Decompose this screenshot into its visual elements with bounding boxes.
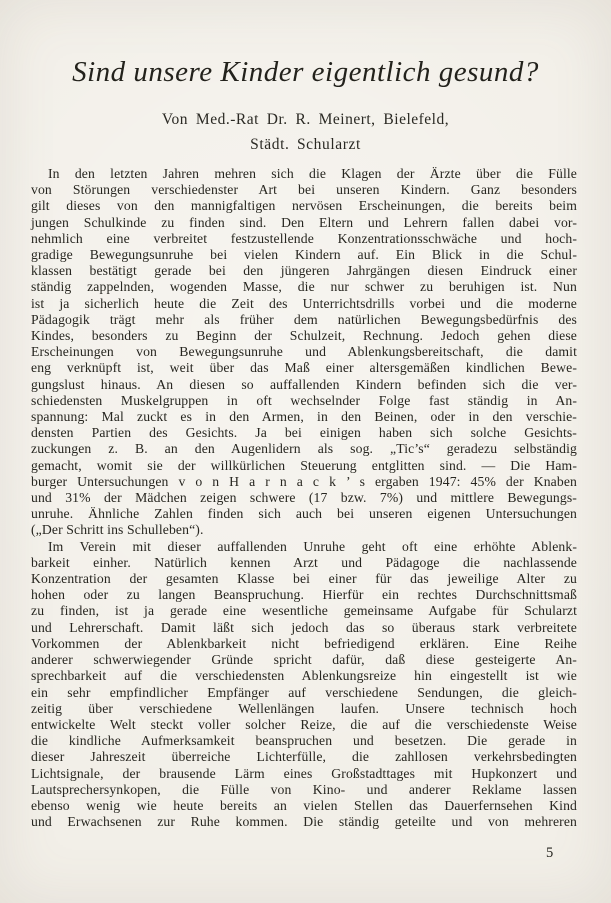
text-line: jungen Schulkinde zu finden sind. Den Eltern und Lehrern fallen dabei vor-	[31, 214, 577, 230]
text-line: spannung: Mal zuckt es in den Armen, in den Beinen, oder in den verschie-	[31, 409, 577, 425]
text-line: Pädagogik trägt mehr als früher dem natürlichen Bewegungsbedürfnis des	[31, 311, 577, 327]
text-line: hohen oder zu langen Beanspruchung. Hierfür ein rechtes Durchschnittsmaß	[31, 587, 577, 603]
text-line: Im Verein mit dieser auffallenden Unruhe geht oft eine erhöhte Ablenk-	[48, 538, 577, 554]
text-line: entwickelte Welt steckt voller solcher Reize, die auf die verschiedenste Weise	[31, 716, 577, 732]
text-line: gilt dieses von den mannigfaltigen nervösen Erscheinungen, die bereits beim	[31, 198, 577, 214]
text-line: Lichtsignale, der brausende Lärm eines Großstadttages mit Hupkonzert und	[31, 765, 577, 781]
text-line: und 31% der Mädchen zeigen schwere (17 bzw. 7%) und mittlere Bewegungs-	[31, 490, 577, 506]
text-line: Konzentration der gesamten Klasse bei einer für das jeweilige Alter zu	[31, 571, 577, 587]
text-line: von Störungen verschiedenster Art bei unseren Kindern. Ganz besonders	[31, 182, 577, 198]
paragraph	[31, 539, 577, 831]
article-title: Sind unsere Kinder eigentlich gesund?	[72, 56, 539, 88]
text-line: („Der Schritt ins Schulleben“).	[31, 522, 204, 538]
text-line: densten Partien des Gesichts. Ja bei einigen haben sich solche Gesichts-	[31, 425, 577, 441]
text-line: und Erwachsenen zur Ruhe kommen. Die ständig geteilte und von mehreren	[31, 814, 577, 830]
text-line: zeitig über verschiedene Wellenlängen laufen. Unsere technisch hoch	[31, 700, 577, 716]
text-line: dieser Jahreszeit überreiche Lichterfülle, die zahllosen verkehrsbedingten	[31, 749, 577, 765]
text-line: In den letzten Jahren mehren sich die Klagen der Ärzte über die Fülle	[48, 166, 577, 181]
text-line: unruhe. Ähnliche Zahlen finden sich auch bei unseren eigenen Untersuchungen	[31, 506, 577, 522]
text-line: ist ja sicherlich heute die Zeit des Unterrichtsdrills vorbei und die moderne	[31, 295, 577, 311]
text-line: ein sehr empfindlicher Empfänger auf verschiedene Sendungen, die gleich-	[31, 684, 577, 700]
text-line: Kindes, besonders zu Beginn der Schulzeit, Rechnung. Jedoch gehen diese	[31, 328, 577, 344]
text-line: nehmlich eine verbreitet festzustellende Konzentrationsschwäche und hoch-	[31, 230, 577, 246]
text-line: schiedensten Muskelgruppen in oft wechselnder Folge fast ständig in An-	[31, 392, 577, 408]
text-line: die kindliche Aufmerksamkeit beanspruchen und besetzen. Die gerade in	[31, 733, 577, 749]
text-line: gungslust hinaus. An diesen so auffallenden Kindern befinden sich die ver-	[31, 376, 577, 392]
text-line: burger Untersuchungen v o n H a r n a c k ’ s ergaben 1947: 45% der Knaben	[31, 473, 577, 489]
text-line: klassen bestätigt gerade bei den jüngeren Jahrgängen diesen Eindruck einer	[31, 263, 577, 279]
text-line: Lautsprechersynkopen, die Fülle von Kino- und anderer Reklame lassen	[31, 781, 577, 797]
text-line: und Lehrerschaft. Damit läßt sich jedoch das so überaus stark verbreitete	[31, 619, 577, 635]
page-number: 5	[546, 845, 554, 861]
text-line: eng verknüpft ist, weit über das Maß einer altersgemäßen kindlichen Bewe-	[31, 360, 577, 376]
text-line: Erscheinungen von Bewegungsunruhe und Ablenkungsbereitschaft, die damit	[31, 344, 577, 360]
text-line: Vorkommen der Ablenkbarkeit nicht befriedigend erklären. Eine Reihe	[31, 635, 577, 651]
text-line: gemacht, womit sie der willkürlichen Steuerung entglitten sind. — Die Ham-	[31, 457, 577, 473]
text-line: zuckungen z. B. an den Augenlidern als sog. „Tic’s“ geradezu selbständig	[31, 441, 577, 457]
text-line: gradige Bewegungsunruhe bei vielen Kindern auf. Ein Blick in die Schul-	[31, 247, 577, 263]
text-line: zu finden, ist ja gerade eine wesentliche gemeinsame Aufgabe für Schularzt	[31, 603, 577, 619]
article-byline-role: Städt. Schularzt	[250, 136, 361, 153]
text-line: barkeit einher. Natürlich kennen Arzt und Pädagoge die nachlassende	[31, 554, 577, 570]
text-line: ständig zappelnden, wogenden Masse, die nur schwer zu beruhigen ist. Nun	[31, 279, 577, 295]
text-line: sprechbarkeit auf die verschiedensten Ablenkungsreize hin eingestellt ist wie	[31, 668, 577, 684]
paragraph	[31, 166, 577, 539]
body-text	[31, 166, 577, 830]
article-byline: Von Med.-Rat Dr. R. Meinert, Bielefeld,	[161, 111, 450, 128]
text-line: ebenso wenig wie heute bereits an vielen Stellen das Dauerfernsehen Kind	[31, 797, 577, 813]
text-line: anderer schwerwiegender Gründe spricht dafür, daß diese gesteigerte An-	[31, 652, 577, 668]
